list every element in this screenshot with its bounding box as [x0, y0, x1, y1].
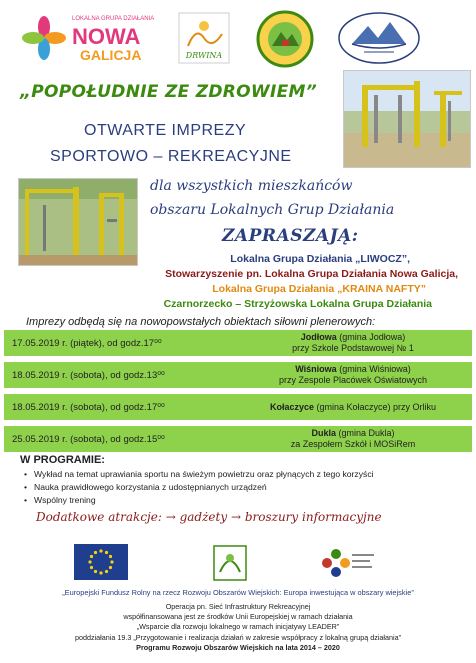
leader-logo: [212, 544, 248, 582]
organizer-kraina-nafty: Lokalna Grupa Działania „KRAINA NAFTY”: [212, 283, 426, 295]
bottom-logos: [0, 544, 476, 584]
schedule-place: [234, 428, 472, 450]
outdoor-gym-photo-2: [18, 178, 138, 266]
eu-flag-logo: [74, 544, 128, 580]
event-title: „POPOŁUDNIE ZE ZDROWIEM”: [20, 82, 317, 102]
place-line-2: przy Zespole Placówek Oświatowych: [278, 375, 428, 385]
audience-line-2: obszaru Lokalnych Grup Działania: [150, 202, 395, 218]
organizer-nowa-galicja: Stowarzyszenie pn. Lokalna Grupa Działania Nowa Galicja,: [165, 268, 458, 280]
outdoor-gym-photo: [343, 70, 471, 168]
top-logos: [0, 8, 476, 70]
schedule-table: [4, 330, 472, 458]
program-item: • Wykład na temat uprawiania sportu na świeżym powietrzu oraz płynących z tego korzyści: [24, 468, 374, 481]
place-detail: (gmina Dukla): [335, 428, 395, 438]
footer-line-3: „Wsparcie dla rozwoju lokalnego w ramach inicjatywy LEADER”: [136, 622, 340, 631]
schedule-row: [4, 362, 472, 388]
subtitle-line-1: OTWARTE IMPREZY: [84, 122, 247, 139]
place-detail: (gmina Jodłowa): [336, 332, 406, 342]
svg-text:GALICJA: GALICJA: [80, 47, 142, 63]
venue-intro: Imprezy odbędą się na nowopowstałych obiektach siłowni plenerowych:: [26, 316, 376, 328]
program-item: • Nauka prawidłowego korzystania z udostępnianych urządzeń: [24, 481, 374, 494]
place-line-2: przy Szkole Podstawowej № 1: [292, 343, 414, 353]
schedule-date: 18.05.2019 r. (sobota), od godz.17⁰⁰: [12, 401, 165, 413]
schedule-place: [234, 332, 472, 354]
organizer-czarnorzecko: Czarnorzecko – Strzyżowska Lokalna Grupa Działania: [163, 298, 432, 310]
place-name: Dukla: [311, 428, 336, 438]
eu-motto: „Europejski Fundusz Rolny na rzecz Rozwoju Obszarów Wiejskich: Europa inwestująca w obszary wiejskie”: [62, 588, 414, 597]
nowa-galicja-logo: [22, 10, 162, 66]
schedule-date: 18.05.2019 r. (sobota), od godz.13⁰⁰: [12, 369, 165, 381]
place-detail: (gmina Wiśniowa): [336, 364, 411, 374]
place-name: Wiśniowa: [295, 364, 337, 374]
schedule-row: [4, 426, 472, 452]
place-line-2: za Zespołem Szkół i MOSiRem: [290, 439, 416, 449]
schedule-date: 17.05.2019 r. (piątek), od godz.17⁰⁰: [12, 337, 162, 349]
organizer-liwocz: Lokalna Grupa Działania „LIWOCZ”,: [230, 253, 410, 265]
extra-attractions: Dodatkowe atrakcje: → gadżety → broszury informacyjne: [36, 510, 382, 524]
footer-line-2: współfinansowana jest ze środków Unii Europejskiej w ramach działania: [123, 612, 353, 621]
prow-logo: [320, 544, 380, 582]
schedule-place: [234, 402, 472, 413]
place-detail: (gmina Kołaczyce) przy Orliku: [313, 401, 437, 412]
svg-text:NOWA: NOWA: [72, 24, 141, 49]
program-item: • Wspólny trening: [24, 494, 374, 507]
program-list: [24, 468, 374, 507]
svg-text:LOKALNA GRUPA DZIAŁANIA: LOKALNA GRUPA DZIAŁANIA: [72, 16, 155, 22]
place-name: Jodłowa: [300, 332, 337, 342]
svg-text:DRWINA: DRWINA: [185, 51, 223, 60]
invite-heading: ZAPRASZAJĄ:: [222, 226, 359, 246]
schedule-date: 25.05.2019 r. (sobota), od godz.15⁰⁰: [12, 433, 165, 445]
program-heading: W PROGRAMIE:: [20, 454, 105, 466]
footer-line-4: poddziałania 19.3 „Przygotowanie i realizacja działań w zakresie współpracy z lokalną grupą działania”: [74, 633, 401, 642]
kraina-nafty-logo: [338, 12, 420, 64]
schedule-row: [4, 330, 472, 356]
schedule-place: [234, 364, 472, 386]
footer-line-1: Operacja pn. Sieć Infrastruktury Rekreacyjnej: [165, 602, 311, 611]
drwina-logo: [178, 12, 230, 64]
audience-line-1: dla wszystkich mieszkańców: [150, 178, 353, 194]
subtitle-line-2: SPORTOWO – REKREACYJNE: [50, 148, 292, 165]
place-name: Kołaczyce: [269, 401, 314, 412]
schedule-row: [4, 394, 472, 420]
liwocz-logo: [256, 10, 314, 68]
footer-line-5: Programu Rozwoju Obszarów Wiejskich na lata 2014 – 2020: [136, 643, 340, 652]
